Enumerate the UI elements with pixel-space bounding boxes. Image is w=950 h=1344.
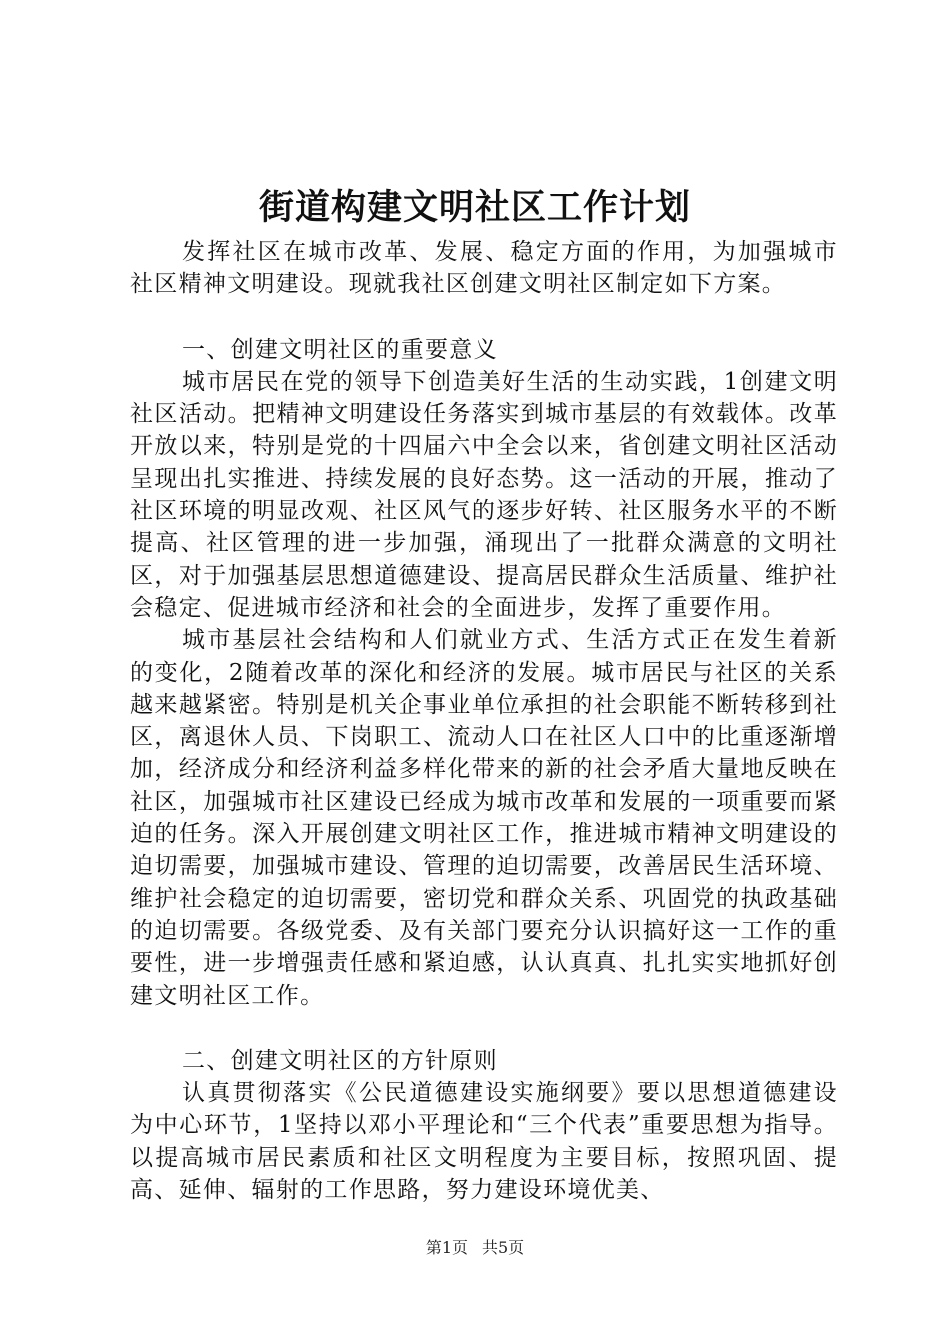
section-1-heading: 一、创建文明社区的重要意义	[182, 336, 498, 363]
document-body	[130, 236, 838, 1206]
section-1-paragraph-2: 城市基层社会结构和人们就业方式、生活方式正在发生着新的变化，2随着改革的深化和经济的发展。城市居民与社区的关系越来越紧密。特别是机关企事业单位承担的社会职能不断转移到社区，离退休人员、下岗职工、流动人口在社区人口中的比重逐渐增加，经济成分和经济利益多样化带来的新的社会矛盾大量地反映在社区，加强城市社区建设已经成为城市改革和发展的一项重要而紧迫的任务。深入开展创建文明社区工作，推进城市精神文明建设的迫切需要，加强城市建设、管理的迫切需要，改善居民生活环境、维护社会稳定的迫切需要，密切党和群众关系、巩固党的执政基础的迫切需要。各级党委、及有关部门要充分认识搞好这一工作的重要性，进一步增强责任感和紧迫感，认认真真、扎扎实实地抓好创建文明社区工作。	[130, 627, 838, 1009]
intro-paragraph: 发挥社区在城市改革、发展、稳定方面的作用，为加强城市社区精神文明建设。现就我社区创建文明社区制定如下方案。	[130, 239, 838, 298]
page-footer	[0, 1236, 950, 1260]
paragraph-gap	[130, 1012, 838, 1045]
page-number: 第1页	[425, 1238, 468, 1257]
section-2-paragraph-1: 认真贯彻落实《公民道德建设实施纲要》要以思想道德建设为中心环节，1坚持以邓小平理论和“三个代表”重要思想为指导。以提高城市居民素质和社区文明程度为主要目标，按照巩固、提高、延伸、辐射的工作思路，努力建设环境优美、	[130, 1080, 838, 1204]
page-total: 共5页	[482, 1238, 525, 1257]
document-title: 街道构建文明社区工作计划	[258, 187, 691, 228]
section-2-heading: 二、创建文明社区的方针原则	[182, 1047, 498, 1074]
paragraph-gap	[130, 301, 838, 334]
section-1-paragraph-1: 城市居民在党的领导下创造美好生活的生动实践，1创建文明社区活动。把精神文明建设任务落实到城市基层的有效载体。改革开放以来，特别是党的十四届六中全会以来，省创建文明社区活动呈现出扎实推进、持续发展的良好态势。这一活动的开展，推动了社区环境的明显改观、社区风气的逐步好转、社区服务水平的不断提高、社区管理的进一步加强，涌现出了一批群众满意的文明社区，对于加强基层思想道德建设、提高居民群众生活质量、维护社会稳定、促进城市经济和社会的全面进步，发挥了重要作用。	[130, 368, 838, 621]
